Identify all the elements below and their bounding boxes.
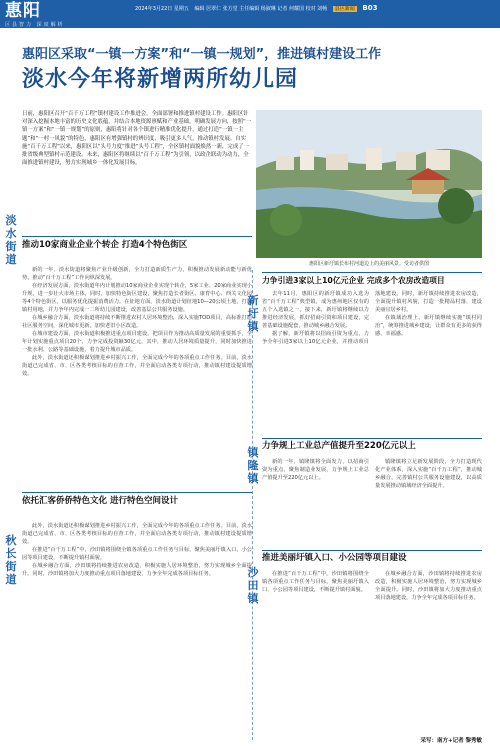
paragraph: 镇隆镇将立足新发展阶段，全力打造现代化产业体系，深入实施“百千万工程”，推动城乡融合，完善镇村公共服务设施建设，以高质量发展推动镇域经济全面提升。 (375, 459, 482, 489)
section-body-danshui (22, 266, 252, 481)
headline-block (22, 46, 482, 95)
section-body-zhenlong (262, 458, 482, 542)
paragraph: 新的一年，镇隆镇将全面发力，以招商引资为重点，聚焦制造业发展，力争规上工业总产值提升至220亿元以上。 (262, 459, 369, 481)
section-badge: 县区新闻 (334, 6, 355, 12)
photo-caption: 惠阳区新圩镇长布村河道边上的美丽风景。受访者供图 (308, 261, 429, 267)
paragraph: 此外，淡水街道还积极谋划推进乡村振兴工作，全面完成今年的各项重点工作任务。目前，淡水街道已完成省、市、区各类考核目标的自查工作，并全面启动各类专项行动，推动镇村建设提质增效。 (22, 355, 252, 377)
river-landscape-photo (256, 110, 482, 258)
section-label-shatian: 沙田镇 (247, 566, 259, 605)
section-rule (22, 492, 252, 493)
paragraph: 新的一年，淡水街道将聚焦产业升级创新，全力打造新质生产力，积极推动发展新动能与新优势，推动“百千万工程”工作向纵深发展。 (22, 267, 252, 281)
section-title-danshui: 推动10家商业企业个转企 打造4个特色街区 (22, 240, 188, 250)
paragraph: 在城乡融合方面，沙田镇将持续推进农房改造，积极实施人居环境整治，努力实现城乡全面提升。同时，沙田镇将加大力度推动重点项目落地建设，力争全年完成各项目标任务。 (375, 571, 482, 601)
masthead-title: 惠阳 (5, 1, 41, 21)
page-meta (135, 4, 495, 12)
section-body-qiuchang (22, 522, 252, 736)
section-rule (262, 550, 482, 551)
news-photo (256, 110, 482, 258)
paragraph: 在城市建设方面，淡水街道积极推进重点项目建设，把项目作为推动高质量发展的重要抓手，全年计划实施重点项目20个，力争完成投资额30亿元，其中，推动人居环境质量提升，同时加快推进一批水利、公路等基础设施，着力提升城市品质。 (22, 331, 252, 353)
lead-paragraph: 日前，惠阳区召开“百千万工程”镇村建设工作推进会，全面部署和推进镇村建设工作。惠阳区针对深入挖掘本地丰富的历史文化底蕴，并结合本地资源禀赋和产业基础，明确发展方向，按照“一镇一方案”和“一镇一规划”的原则，惠阳将针对各个镇进行精准优化提升，通过打造“一镇一主题”和“一村一风貌”的特色，惠阳区有增强镇村的辨识度，吸引更多人气，推动镇村发展。自实施“百千万工程”以来，惠阳区以“头号力度”推进“头号工程”，全区镇村面貌焕然一新，完成了一批省级典型镇村示范建设。未来，惠阳区将继续以“百千万工程”为引领，以政企联动为动力，全面推进镇村建设，努力实现城乡一体化发展目标。 (22, 111, 252, 167)
paragraph: 在镇域治理上，新圩镇继续实施“镇村同治”，统筹推进城乡建设，让群众有更多的获得感、幸福感。 (375, 315, 482, 337)
paragraph: 在城乡融合方面，沙田镇将持续推进农房改造，积极实施人居环境整治，努力实现城乡全面提升。同时，沙田镇将加大力度推动重点项目落地建设，力争全年完成各项目标任务。 (22, 563, 252, 577)
section-title-zhenlong: 力争规上工业总产值提升至220亿元以上 (262, 441, 416, 451)
headline-kicker: 惠阳区采取“一镇一方案”和“一镇一规划”，推进镇村建设工作 (22, 47, 382, 62)
section-title-shatian: 推进美丽圩镇入口、小公园等项目建设 (262, 553, 407, 563)
section-title-qiuchang: 依托汇客侨侨特色文化 进行特色空间设计 (22, 496, 178, 506)
section-rule (262, 272, 482, 273)
paragraph: 在推进“百千万工程”中，沙田镇将围绕全镇各项重点工作任务与目标，聚焦美丽圩镇入口、小公园等项目建设，不断提升镇村面貌。 (262, 571, 369, 593)
section-rule (262, 438, 482, 439)
page-number: B03 (362, 4, 378, 12)
section-title-xinxu: 力争引进3家以上10亿元企业 完成多个农房改造项目 (262, 276, 445, 285)
headline-title: 淡水今年将新增两所幼儿园 (22, 67, 299, 92)
section-label-xinxu: 新圩镇 (247, 294, 259, 333)
section-label-zhenlong: 镇隆镇 (247, 446, 259, 485)
paragraph: 在经济发展方面，淡水街道年内计划推动10家商业企业实现个转企，5家工业、20家商业实现小升规，进一步壮大市场主体，同时，加快特色街区建设，聚焦打造长者街区、康育中心、西关文化园等4个特色街区，以服务优化提振消费活力。在征地方面，淡水街道计划征地10—20公顷土地，打造镇村用地，并力争年内完成一二所幼儿园建设，改善基层公共服务设施。 (22, 283, 252, 313)
section-label-qiuchang: 秋长街道 (5, 534, 17, 586)
issue-date: 2024年3月22日 星期五 (135, 6, 189, 12)
paragraph: 此外，淡水街道还积极谋划推进乡村振兴工作，全面完成今年的各项重点工作任务。目前，淡水街道已完成省、市、区各类考核目标的自查工作，并全面启动各类专项行动，推动镇村建设提质增效。 (22, 523, 252, 545)
byline: 采写：南方+记者 黎秀敏 (420, 738, 482, 744)
editor-credits: 编辑 居翠仁 张方堂 主任编辑 杨淑琳 记者 何耀国 校对 刘畅 (194, 6, 328, 12)
paragraph: 去年11月，惠阳区的新圩镇成功入选为省“百千万工程”典型镇，成为惠州地区仅有的五个入选镇之一。接下来，新圩镇将继续以力推进经济发展，抓好招商引资和项目建设，完善基础设施配套，推动城乡融合发展。 (262, 291, 369, 329)
masthead-subtitle: 区县智力 深度解析 (5, 22, 65, 28)
paragraph: 据了解，新圩镇将以招商引资为重点，力争全年引进3家以上10亿元企业，并推动项目落地建设。同时，新圩镇持续推进农房改造，全面提升镇村风貌，打造一批精品村落，建设美丽宜居乡村。 (262, 291, 482, 345)
column-divider (252, 270, 253, 740)
masthead (5, 2, 65, 28)
paragraph: 在城乡融合方面，淡水街道将持续不断推进农村人居环境整治，深入实施TOD项目，高标准打造社区服务空间，深化城市更新，加快老旧小区改造。 (22, 315, 252, 329)
section-rule (22, 236, 252, 237)
section-body-shatian (262, 570, 482, 732)
paragraph: 在推进“百千万工程”中，沙田镇将围绕全镇各项重点工作任务与目标，聚焦美丽圩镇入口、小公园等项目建设，不断提升镇村面貌。 (22, 547, 252, 561)
section-label-danshui: 淡水街道 (5, 214, 17, 266)
page-header (0, 0, 500, 28)
section-body-xinxu (262, 290, 482, 386)
